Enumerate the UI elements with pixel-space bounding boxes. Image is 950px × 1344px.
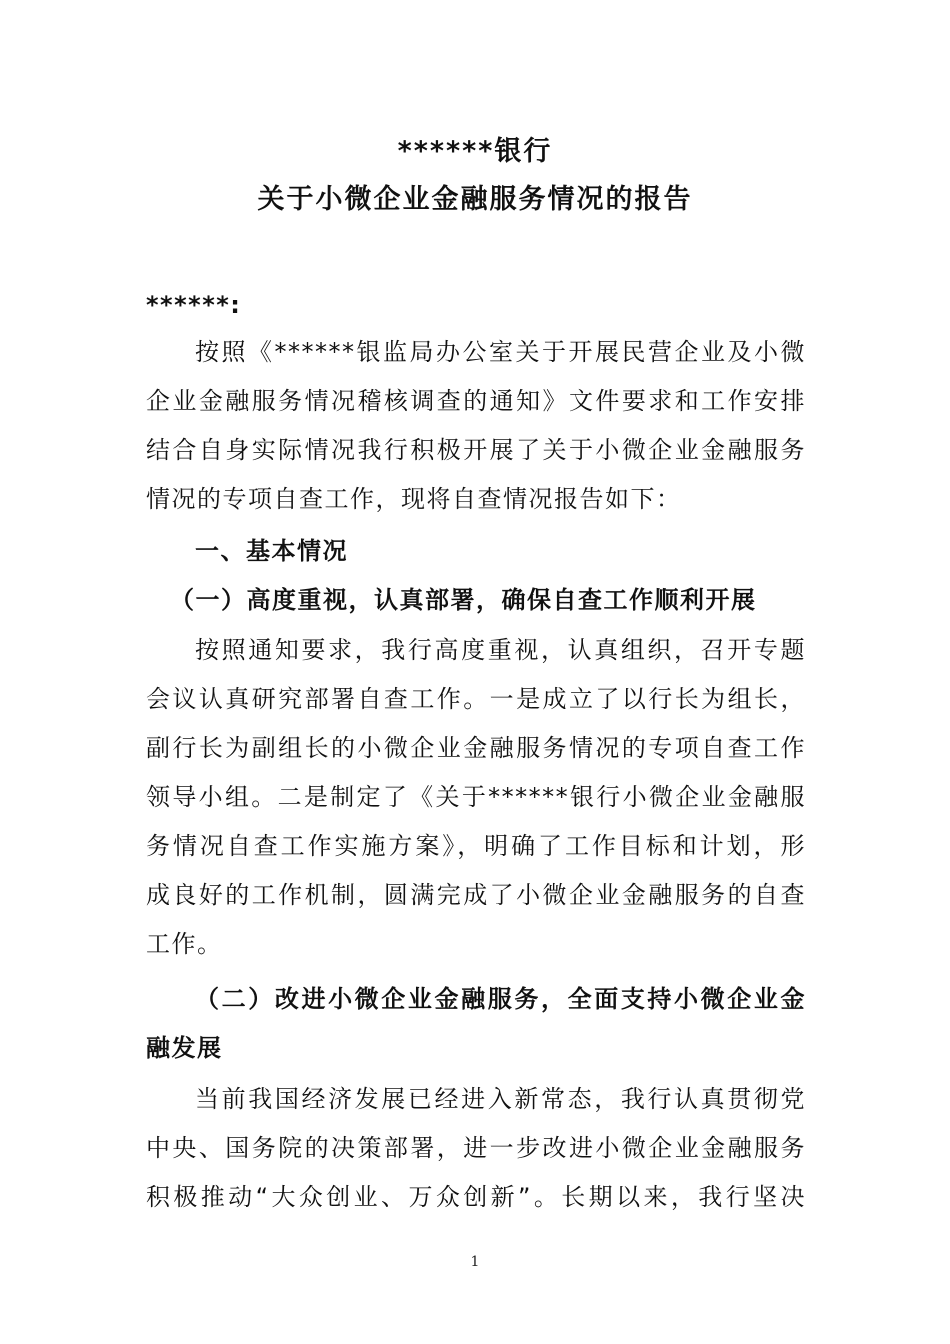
intro-line-4: 情况的专项自查工作，现将自查情况报告如下： [146,485,682,513]
page-number: 1 [470,1254,480,1270]
sub1-line-7: 工作。 [146,930,223,958]
salutation: ******: [146,291,242,319]
document-title-line1: ******银行 [397,136,553,167]
intro-line-1: 按照《******银监局办公室关于开展民营企业及小微 [195,338,806,366]
intro-line-3: 结合自身实际情况我行积极开展了关于小微企业金融服务 [146,436,806,464]
sub2-line-3: 积极推动“大众创业、万众创新”。长期以来，我行坚决 [146,1183,806,1211]
sub2-line-1: 当前我国经济发展已经进入新常态，我行认真贯彻党 [195,1085,806,1113]
sub1-line-3: 副行长为副组长的小微企业金融服务情况的专项自查工作 [146,734,806,762]
sub2-line-2: 中央、国务院的决策部署，进一步改进小微企业金融服务 [146,1134,806,1162]
sub1-line-4: 领导小组。二是制定了《关于******银行小微企业金融服 [146,783,806,811]
document-title-line2: 关于小微企业金融服务情况的报告 [257,184,693,215]
sub1-heading: （一）高度重视，认真部署，确保自查工作顺利开展 [170,586,757,614]
section1-heading: 一、基本情况 [195,537,348,565]
intro-line-2: 企业金融服务情况稽核调查的通知》文件要求和工作安排 [146,387,806,415]
sub1-line-6: 成良好的工作机制，圆满完成了小微企业金融服务的自查 [146,881,806,909]
sub1-line-5: 务情况自查工作实施方案》，明确了工作目标和计划，形 [146,832,806,860]
sub1-line-2: 会议认真研究部署自查工作。一是成立了以行长为组长， [146,685,806,713]
sub2-heading-line-1: （二）改进小微企业金融服务，全面支持小微企业金 [195,985,806,1013]
sub2-heading-line-2: 融发展 [146,1034,223,1062]
sub1-line-1: 按照通知要求，我行高度重视，认真组织，召开专题 [195,636,806,664]
